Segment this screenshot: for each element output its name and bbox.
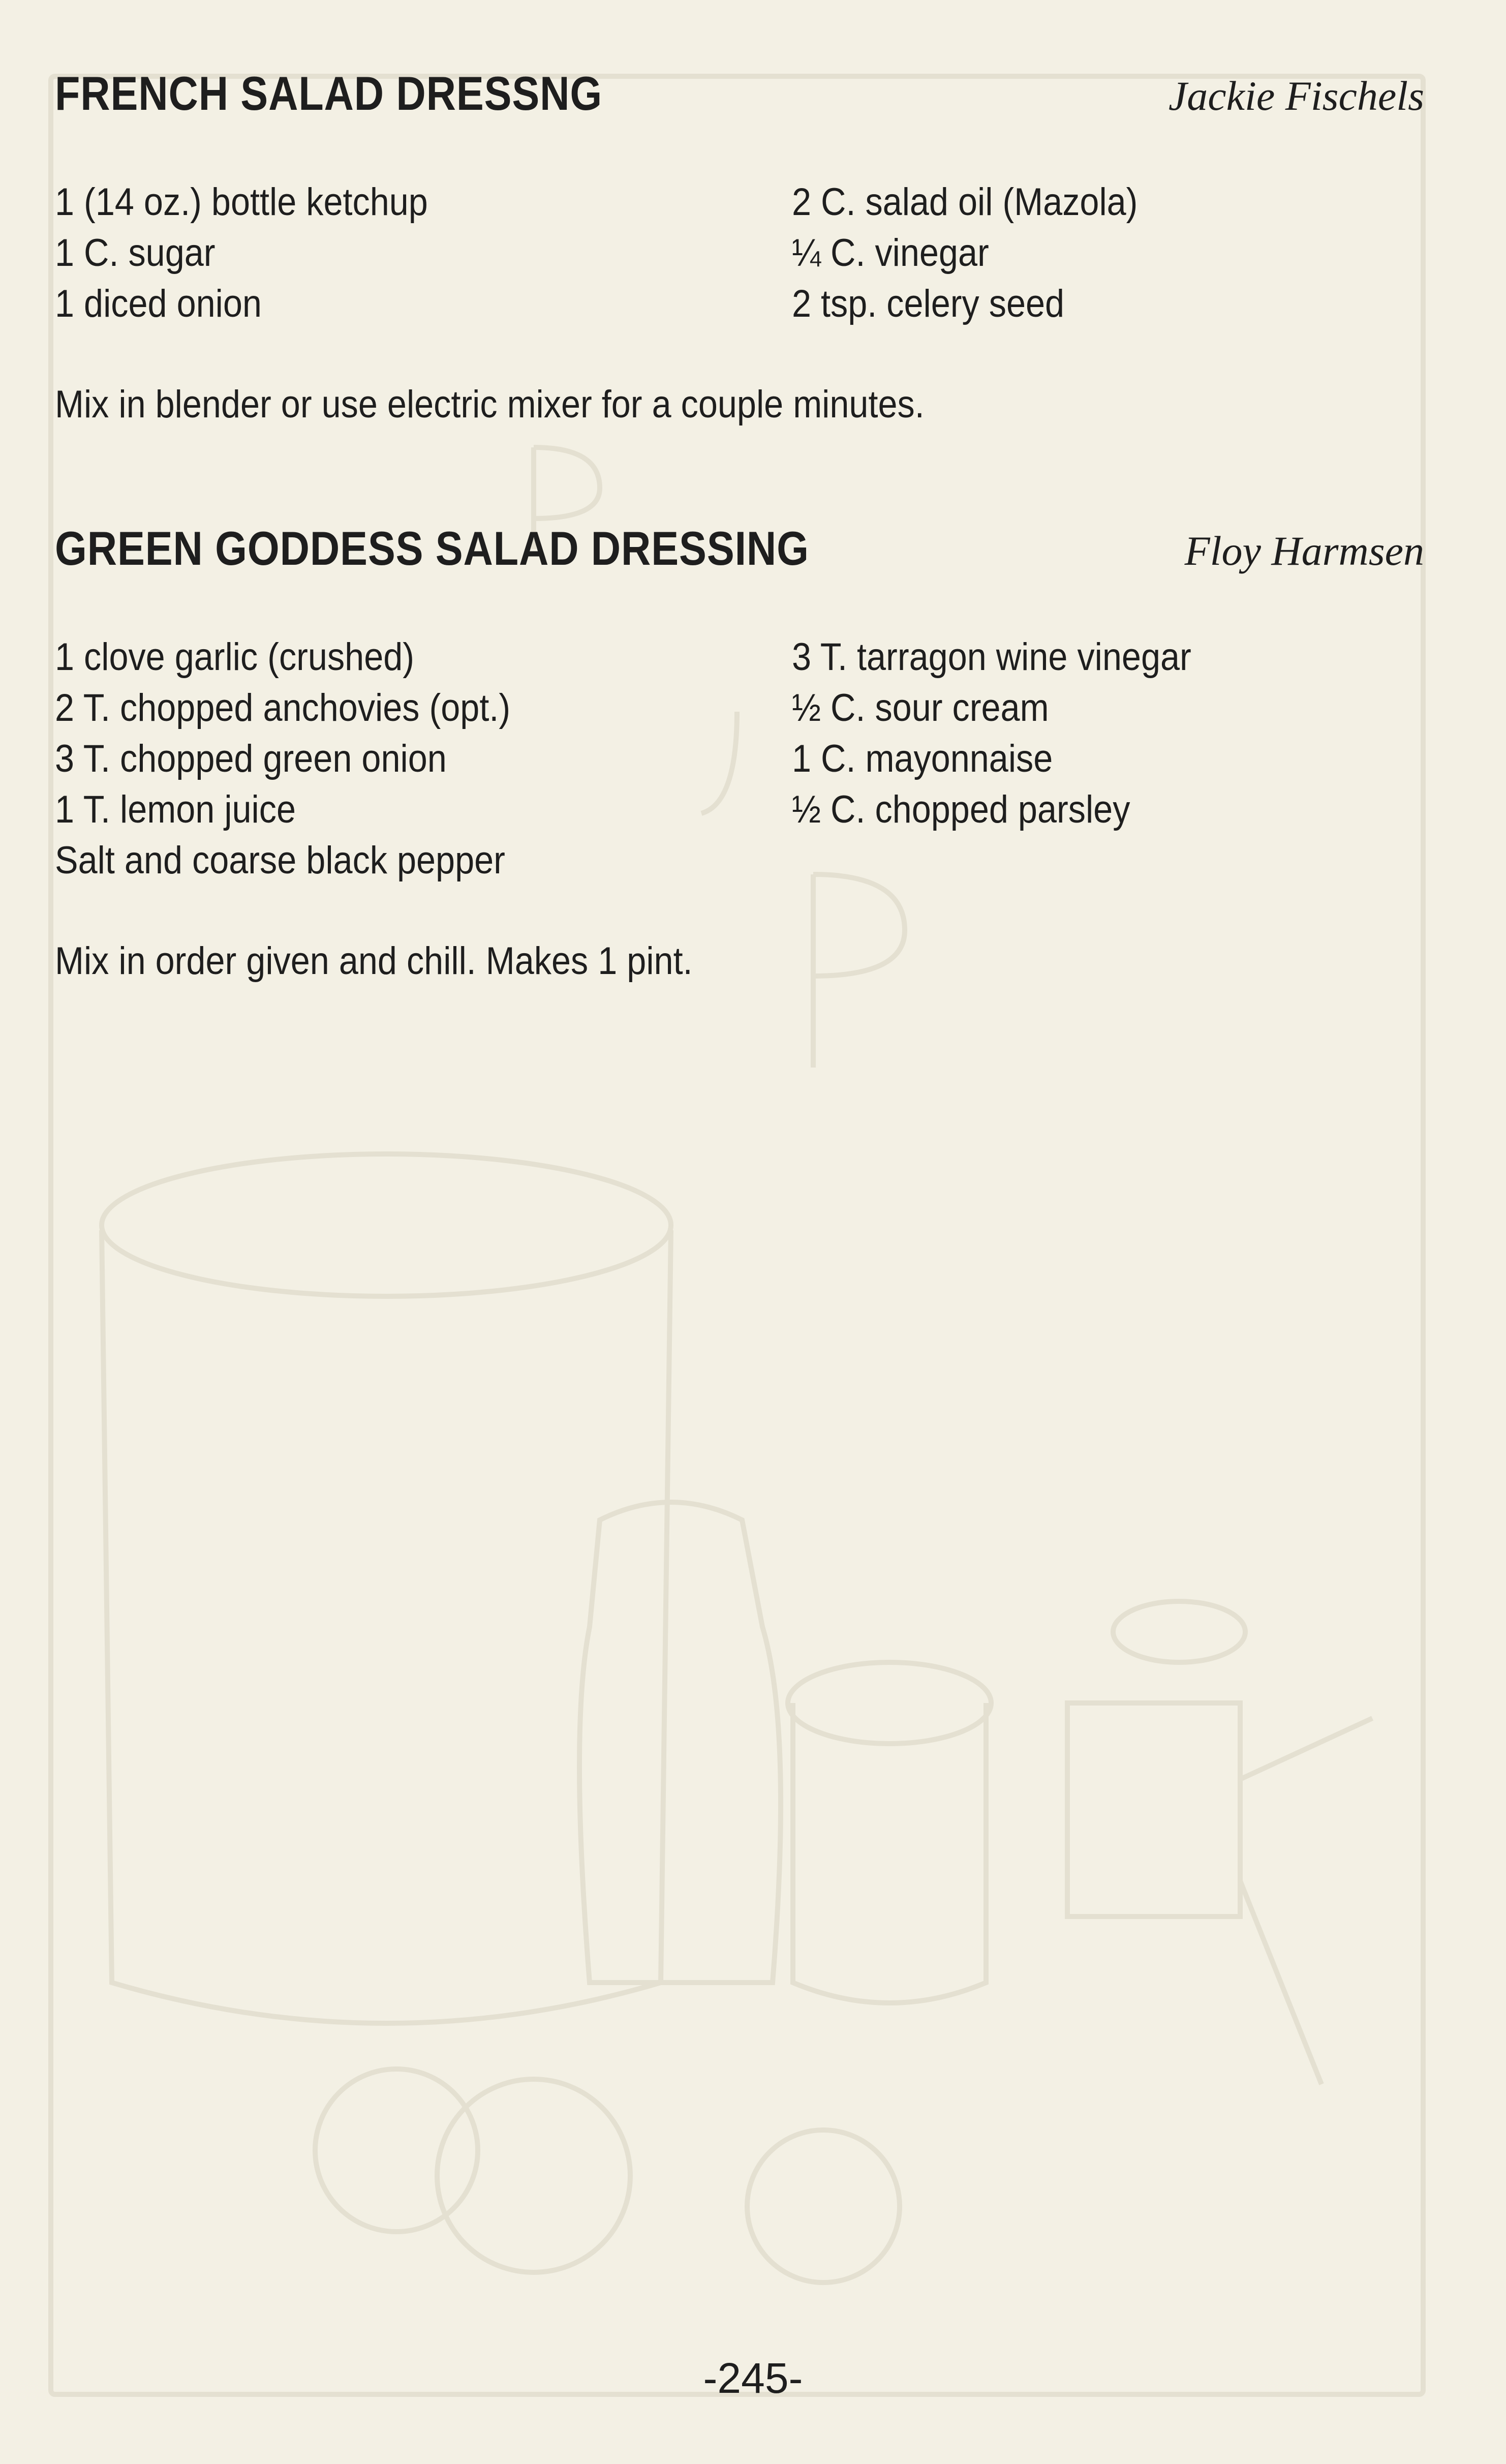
recipe-instructions: Mix in order given and chill. Makes 1 pint. <box>55 939 693 983</box>
ingredient: 1 C. mayonnaise <box>792 737 1053 780</box>
ingredient: 1 T. lemon juice <box>55 788 296 831</box>
ingredient: 3 T. chopped green onion <box>55 737 447 780</box>
recipe-green-goddess-salad-dressing <box>55 521 1424 987</box>
recipe-header <box>55 66 1424 132</box>
ingredient-list <box>55 632 1424 886</box>
ingredient: 3 T. tarragon wine vinegar <box>792 635 1191 679</box>
recipe-french-salad-dressing <box>55 66 1424 430</box>
ingredient: ½ C. sour cream <box>792 686 1049 729</box>
ingredient: Salt and coarse black pepper <box>55 839 505 882</box>
ingredient-column-left <box>55 177 792 329</box>
recipe-header <box>55 521 1424 587</box>
ingredient-column-right <box>792 177 1422 329</box>
ingredient: 1 diced onion <box>55 282 262 325</box>
recipe-title: FRENCH SALAD DRESSNG <box>55 67 603 120</box>
ingredient: ½ C. chopped parsley <box>792 788 1130 831</box>
ingredient-column-right <box>792 632 1422 886</box>
ingredient: 1 (14 oz.) bottle ketchup <box>55 180 428 224</box>
recipe-author: Floy Harmsen <box>1184 528 1424 574</box>
ingredient-column-left <box>55 632 792 886</box>
ingredient: 2 C. salad oil (Mazola) <box>792 180 1138 224</box>
ingredient-list <box>55 177 1424 329</box>
ingredient: 2 T. chopped anchovies (opt.) <box>55 686 511 729</box>
ingredient: 1 clove garlic (crushed) <box>55 635 415 679</box>
recipe-author: Jackie Fischels <box>1168 73 1424 119</box>
ingredient: ¼ C. vinegar <box>792 231 989 275</box>
ingredient: 2 tsp. celery seed <box>792 282 1065 325</box>
page-number: -245- <box>703 2354 803 2402</box>
recipe-title: GREEN GODDESS SALAD DRESSING <box>55 522 809 575</box>
recipe-instructions: Mix in blender or use electric mixer for a couple minutes. <box>55 383 925 426</box>
ingredient: 1 C. sugar <box>55 231 216 275</box>
